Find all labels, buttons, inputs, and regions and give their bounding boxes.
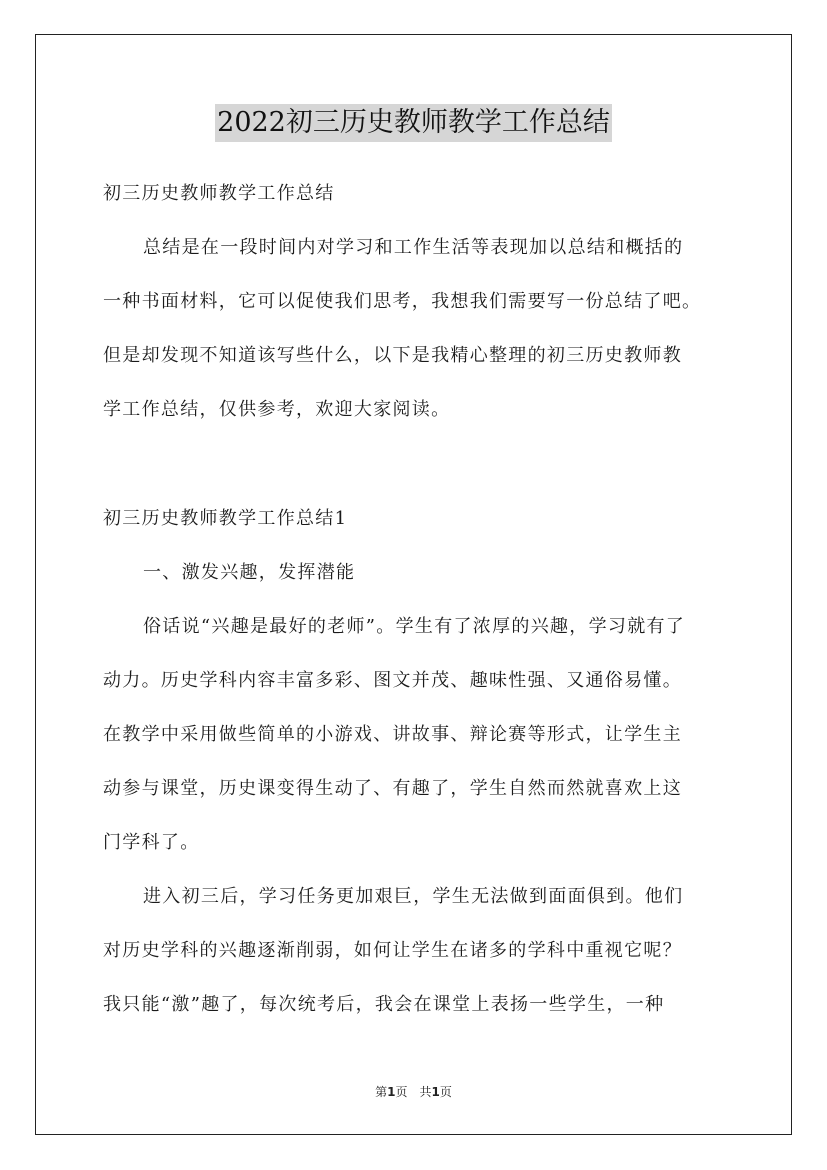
paragraph-line: 一种书面材料，它可以促使我们思考，我想我们需要写一份总结了吧。 — [103, 291, 702, 312]
subsection-heading: 一、激发兴趣，发挥潜能 — [143, 562, 356, 583]
paragraph-line: 门学科了。 — [103, 832, 200, 853]
paragraph-line: 对历史学科的兴趣逐渐削弱，如何让学生在诸多的学科中重视它呢？ — [103, 940, 682, 961]
paragraph-line: 进入初三后，学习任务更加艰巨，学生无法做到面面俱到。他们 — [143, 886, 684, 907]
footer-page-number: 1 — [387, 1085, 396, 1099]
footer-prefix: 第 — [375, 1085, 388, 1099]
paragraph-line: 总结是在一段时间内对学习和工作生活等表现加以总结和概括的 — [143, 237, 684, 258]
paragraph-line: 学工作总结，仅供参考，欢迎大家阅读。 — [103, 399, 451, 420]
paragraph-line: 动力。历史学科内容丰富多彩、图文并茂、趣味性强、又通俗易懂。 — [103, 670, 682, 691]
document-title: 2022初三历史教师教学工作总结 — [215, 104, 612, 142]
paragraph-line: 俗话说“兴趣是最好的老师”。学生有了浓厚的兴趣，学习就有了 — [143, 616, 686, 637]
footer-total-pages: 1 — [431, 1085, 440, 1099]
page-footer — [0, 1083, 827, 1100]
paragraph-line: 在教学中采用做些简单的小游戏、讲故事、辩论赛等形式，让学生主 — [103, 724, 682, 745]
subtitle-line: 初三历史教师教学工作总结 — [103, 183, 335, 204]
paragraph-line: 但是却发现不知道该写些什么，以下是我精心整理的初三历史教师教 — [103, 345, 682, 366]
title-container — [0, 104, 827, 142]
section-heading: 初三历史教师教学工作总结1 — [103, 508, 348, 529]
paragraph-line: 动参与课堂，历史课变得生动了、有趣了，学生自然而然就喜欢上这 — [103, 778, 682, 799]
paragraph-line: 我只能“激”趣了，每次统考后，我会在课堂上表扬一些学生，一种 — [103, 994, 665, 1015]
footer-suffix: 页 — [439, 1085, 452, 1099]
footer-mid: 页 共 — [395, 1085, 432, 1099]
